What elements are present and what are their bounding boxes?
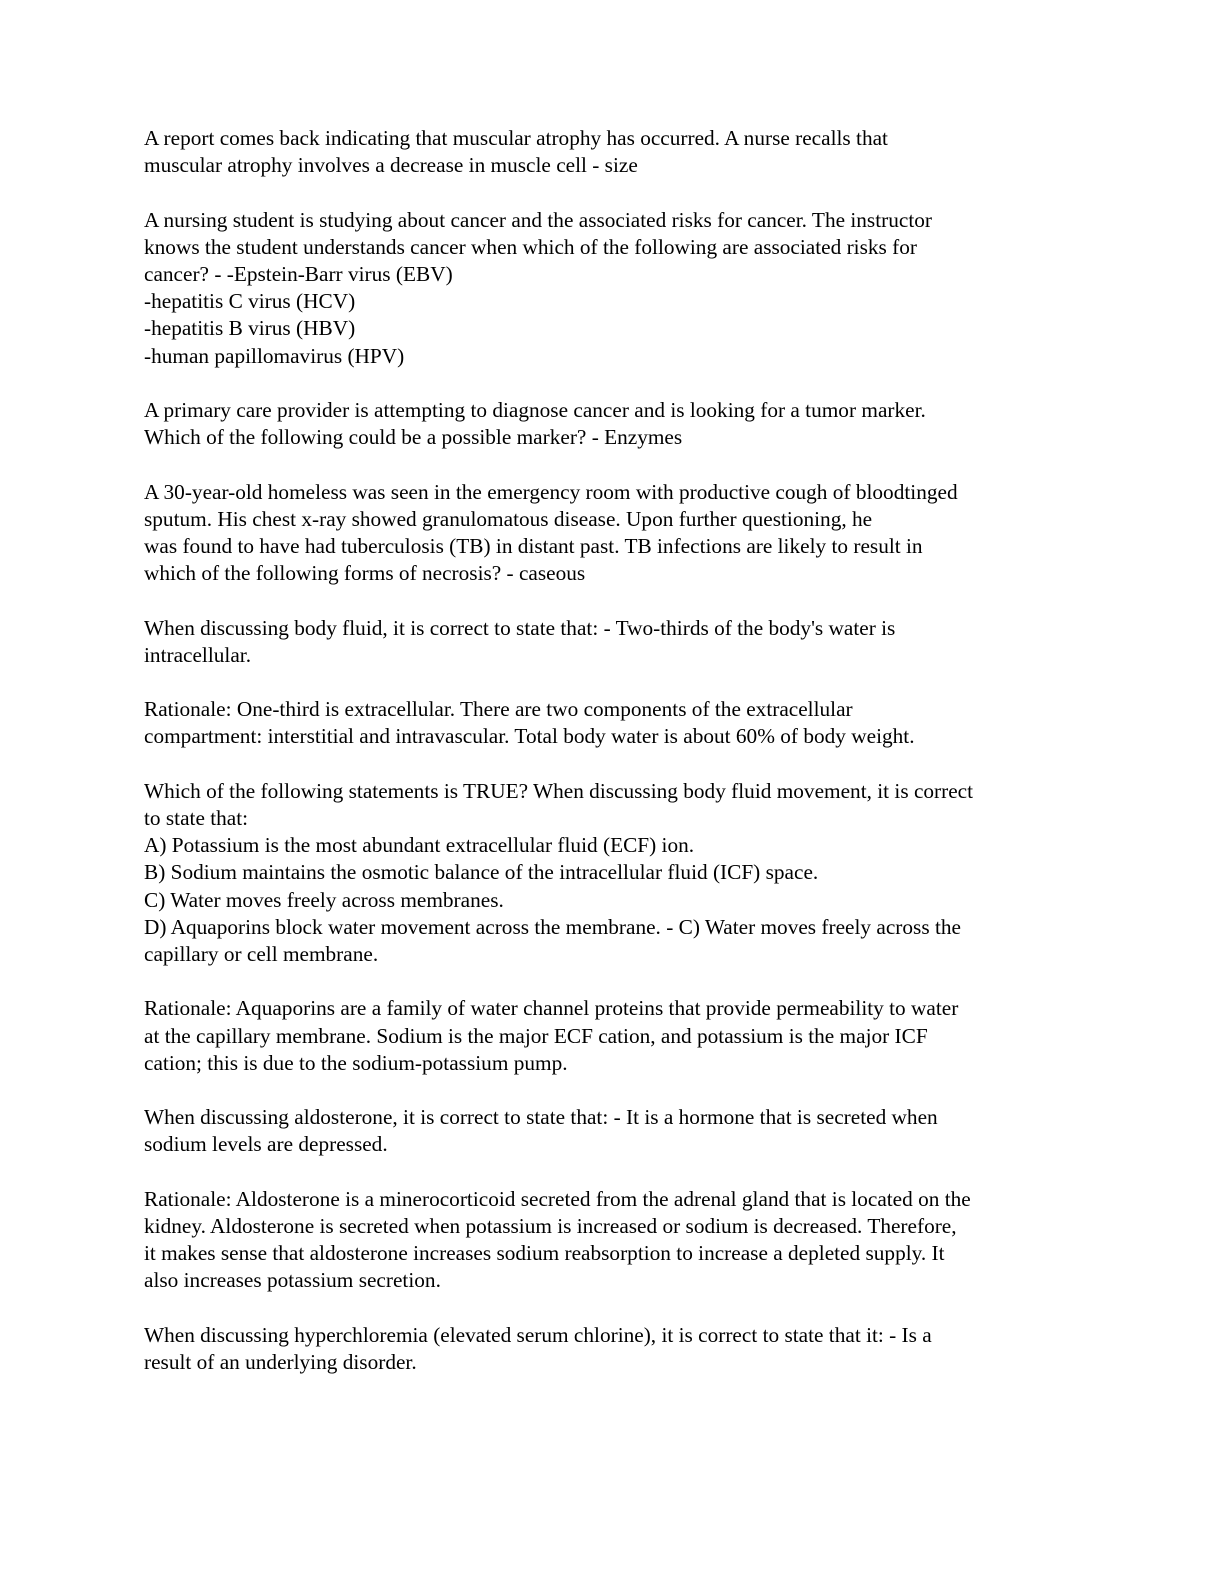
paragraph — [144, 778, 1080, 968]
text-line: C) Water moves freely across membranes. — [144, 887, 504, 912]
paragraph — [144, 696, 1080, 750]
text-line: sputum. His chest x-ray showed granulomatous disease. Upon further questioning, he — [144, 506, 873, 531]
text-line: Which of the following could be a possible marker? - Enzymes — [144, 425, 683, 450]
text-line: A) Potassium is the most abundant extracellular fluid (ECF) ion. — [144, 833, 695, 858]
paragraph — [144, 479, 1080, 588]
text-line: Rationale: Aldosterone is a minerocorticoid secreted from the adrenal gland that is located on the — [144, 1186, 971, 1211]
paragraph — [144, 615, 1080, 669]
paragraph — [144, 1186, 1080, 1295]
text-line: cancer? - -Epstein-Barr virus (EBV) — [144, 262, 453, 286]
text-line: at the capillary membrane. Sodium is the major ECF cation, and potassium is the major ICF — [144, 1023, 928, 1048]
paragraph — [144, 1322, 1080, 1376]
text-line: -hepatitis B virus (HBV) — [144, 316, 356, 341]
text-line: muscular atrophy involves a decrease in muscle cell - size — [144, 153, 638, 178]
text-line: capillary or cell membrane. — [144, 942, 379, 966]
text-line: to state that: — [144, 805, 249, 830]
document-page — [144, 125, 1080, 1403]
paragraph — [144, 125, 1080, 179]
text-line: When discussing hyperchloremia (elevated serum chlorine), it is correct to state that it: - Is a — [144, 1322, 932, 1347]
text-line: A 30-year-old homeless was seen in the emergency room with productive cough of bloodtinged — [144, 479, 958, 504]
text-line: When discussing body fluid, it is correct to state that: - Two-thirds of the body's water is — [144, 615, 896, 640]
text-line: cation; this is due to the sodium-potassium pump. — [144, 1050, 568, 1075]
text-line: -human papillomavirus (HPV) — [144, 343, 405, 368]
text-line: A primary care provider is attempting to diagnose cancer and is looking for a tumor marker. — [144, 398, 926, 422]
text-line: A report comes back indicating that muscular atrophy has occurred. A nurse recalls that — [144, 126, 888, 150]
text-line: A nursing student is studying about cancer and the associated risks for cancer. The instructor — [144, 207, 932, 232]
paragraph — [144, 397, 1080, 451]
text-line: which of the following forms of necrosis? - caseous — [144, 561, 586, 586]
text-line: intracellular. — [144, 642, 252, 667]
text-line: Rationale: One-third is extracellular. There are two components of the extracellular — [144, 697, 853, 722]
text-line: result of an underlying disorder. — [144, 1349, 417, 1374]
text-line: knows the student understands cancer when which of the following are associated risks for — [144, 234, 917, 259]
text-line: sodium levels are depressed. — [144, 1132, 388, 1157]
text-line: compartment: interstitial and intravascular. Total body water is about 60% of body weight. — [144, 724, 915, 749]
text-line: also increases potassium secretion. — [144, 1268, 441, 1293]
text-line: D) Aquaporins block water movement across the membrane. - C) Water moves freely across the — [144, 914, 961, 939]
text-line: B) Sodium maintains the osmotic balance of the intracellular fluid (ICF) space. — [144, 860, 819, 885]
paragraph — [144, 1104, 1080, 1158]
text-line: When discussing aldosterone, it is correct to state that: - It is a hormone that is secreted when — [144, 1105, 938, 1130]
text-line: Rationale: Aquaporins are a family of water channel proteins that provide permeability to water — [144, 996, 959, 1021]
paragraph — [144, 207, 1080, 370]
text-line: was found to have had tuberculosis (TB) in distant past. TB infections are likely to result in — [144, 534, 923, 558]
text-line: -hepatitis C virus (HCV) — [144, 289, 356, 314]
text-line: kidney. Aldosterone is secreted when potassium is increased or sodium is decreased. Therefore, — [144, 1213, 957, 1238]
text-line: it makes sense that aldosterone increases sodium reabsorption to increase a depleted supply. It — [144, 1241, 945, 1266]
paragraph — [144, 995, 1080, 1077]
text-line: Which of the following statements is TRUE? When discussing body fluid movement, it is correct — [144, 778, 974, 803]
